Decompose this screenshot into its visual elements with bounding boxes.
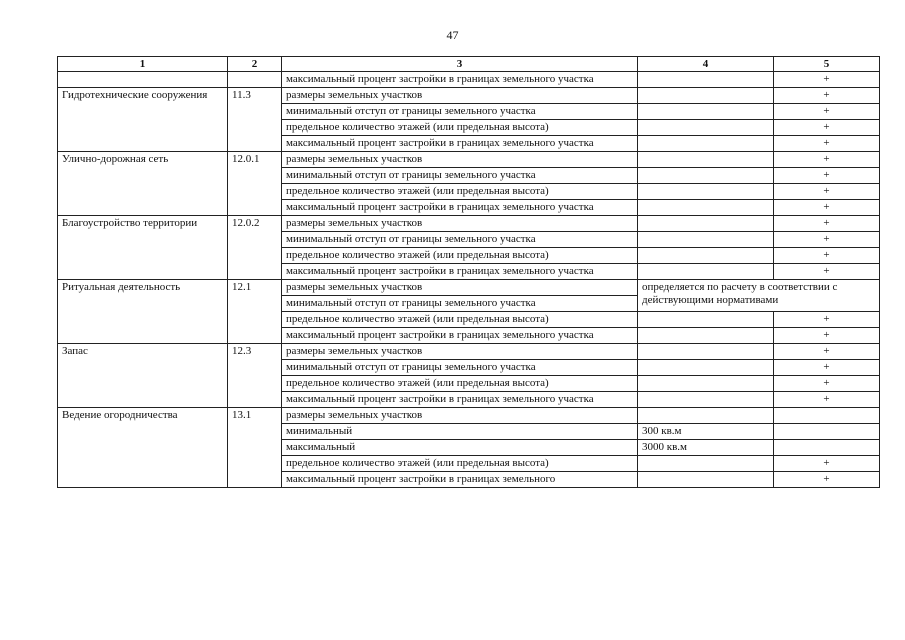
param-cell: максимальный процент застройки в границах земельного участка [282, 72, 638, 88]
param-cell: размеры земельных участков [282, 408, 638, 424]
value-cell: 300 кв.м [638, 424, 774, 440]
mark-cell: + [774, 344, 880, 360]
mark-cell: + [774, 72, 880, 88]
mark-cell: + [774, 88, 880, 104]
mark-cell: + [774, 200, 880, 216]
param-cell: предельное количество этажей (или предельная высота) [282, 312, 638, 328]
mark-cell: + [774, 456, 880, 472]
mark-cell: + [774, 216, 880, 232]
table-row [58, 72, 880, 88]
mark-cell: + [774, 360, 880, 376]
page-number: 47 [446, 28, 459, 42]
value-cell [638, 472, 774, 488]
table-row [58, 408, 880, 424]
param-cell: размеры земельных участков [282, 280, 638, 296]
value-cell [638, 200, 774, 216]
param-cell: размеры земельных участков [282, 216, 638, 232]
group-name-cell: Ведение огородничества [58, 408, 228, 488]
mark-cell: + [774, 168, 880, 184]
group-code-cell: 12.0.2 [228, 216, 282, 280]
param-cell: максимальный [282, 440, 638, 456]
value-cell [638, 88, 774, 104]
column-header-3: 3 [282, 57, 638, 72]
mark-cell [774, 440, 880, 456]
param-cell: минимальный отступ от границы земельного участка [282, 168, 638, 184]
table-row [58, 344, 880, 360]
mark-cell: + [774, 152, 880, 168]
value-cell [638, 168, 774, 184]
param-cell: максимальный процент застройки в границах земельного участка [282, 392, 638, 408]
group-name-cell: Улично-дорожная сеть [58, 152, 228, 216]
value-cell [638, 120, 774, 136]
mark-cell [774, 408, 880, 424]
value-cell [638, 456, 774, 472]
regulations-table [57, 56, 880, 488]
group-name-cell: Гидротехнические сооружения [58, 88, 228, 152]
value-cell [638, 72, 774, 88]
param-cell: предельное количество этажей (или предельная высота) [282, 120, 638, 136]
group-name-cell: Благоустройство территории [58, 216, 228, 280]
group-code-cell: 12.3 [228, 344, 282, 408]
mark-cell: + [774, 328, 880, 344]
param-cell: максимальный процент застройки в границах земельного участка [282, 136, 638, 152]
param-cell: минимальный отступ от границы земельного участка [282, 104, 638, 120]
param-cell: предельное количество этажей (или предельная высота) [282, 184, 638, 200]
column-header-2: 2 [228, 57, 282, 72]
group-code-cell: 12.0.1 [228, 152, 282, 216]
value-cell [638, 232, 774, 248]
mark-cell [774, 424, 880, 440]
group-code-cell: 13.1 [228, 408, 282, 488]
column-header-4: 4 [638, 57, 774, 72]
value-cell [638, 184, 774, 200]
mark-cell: + [774, 392, 880, 408]
group-code-cell: 11.3 [228, 88, 282, 152]
table-row [58, 152, 880, 168]
mark-cell: + [774, 264, 880, 280]
param-cell: минимальный отступ от границы земельного участка [282, 232, 638, 248]
param-cell: минимальный [282, 424, 638, 440]
param-cell: размеры земельных участков [282, 152, 638, 168]
table-row [58, 280, 880, 296]
mark-cell: + [774, 472, 880, 488]
value-cell [638, 328, 774, 344]
param-cell: максимальный процент застройки в границах земельного участка [282, 200, 638, 216]
value-cell [638, 104, 774, 120]
value-cell [638, 408, 774, 424]
table-row [58, 216, 880, 232]
param-cell: предельное количество этажей (или предельная высота) [282, 456, 638, 472]
param-cell: размеры земельных участков [282, 88, 638, 104]
table-header-row [58, 57, 880, 72]
value-cell [638, 216, 774, 232]
value-cell [638, 392, 774, 408]
param-cell: максимальный процент застройки в границах земельного участка [282, 328, 638, 344]
table-row [58, 88, 880, 104]
value-cell [638, 264, 774, 280]
group-name-cell: Запас [58, 344, 228, 408]
param-cell: предельное количество этажей (или предельная высота) [282, 376, 638, 392]
calculation-note-cell: определяется по расчету в соответствии с действующими нормативами [638, 280, 880, 312]
param-cell: минимальный отступ от границы земельного участка [282, 360, 638, 376]
param-cell: предельное количество этажей (или предельная высота) [282, 248, 638, 264]
mark-cell: + [774, 136, 880, 152]
value-cell [638, 248, 774, 264]
param-cell: максимальный процент застройки в границах земельного [282, 472, 638, 488]
value-cell [638, 136, 774, 152]
group-name-cell [58, 72, 228, 88]
column-header-1: 1 [58, 57, 228, 72]
mark-cell: + [774, 184, 880, 200]
mark-cell: + [774, 104, 880, 120]
value-cell [638, 152, 774, 168]
mark-cell: + [774, 376, 880, 392]
value-cell [638, 360, 774, 376]
group-name-cell: Ритуальная деятельность [58, 280, 228, 344]
column-header-5: 5 [774, 57, 880, 72]
group-code-cell [228, 72, 282, 88]
param-cell: размеры земельных участков [282, 344, 638, 360]
mark-cell: + [774, 248, 880, 264]
mark-cell: + [774, 120, 880, 136]
group-code-cell: 12.1 [228, 280, 282, 344]
param-cell: максимальный процент застройки в границах земельного участка [282, 264, 638, 280]
value-cell [638, 312, 774, 328]
param-cell: минимальный отступ от границы земельного участка [282, 296, 638, 312]
value-cell: 3000 кв.м [638, 440, 774, 456]
value-cell [638, 376, 774, 392]
mark-cell: + [774, 232, 880, 248]
value-cell [638, 344, 774, 360]
mark-cell: + [774, 312, 880, 328]
